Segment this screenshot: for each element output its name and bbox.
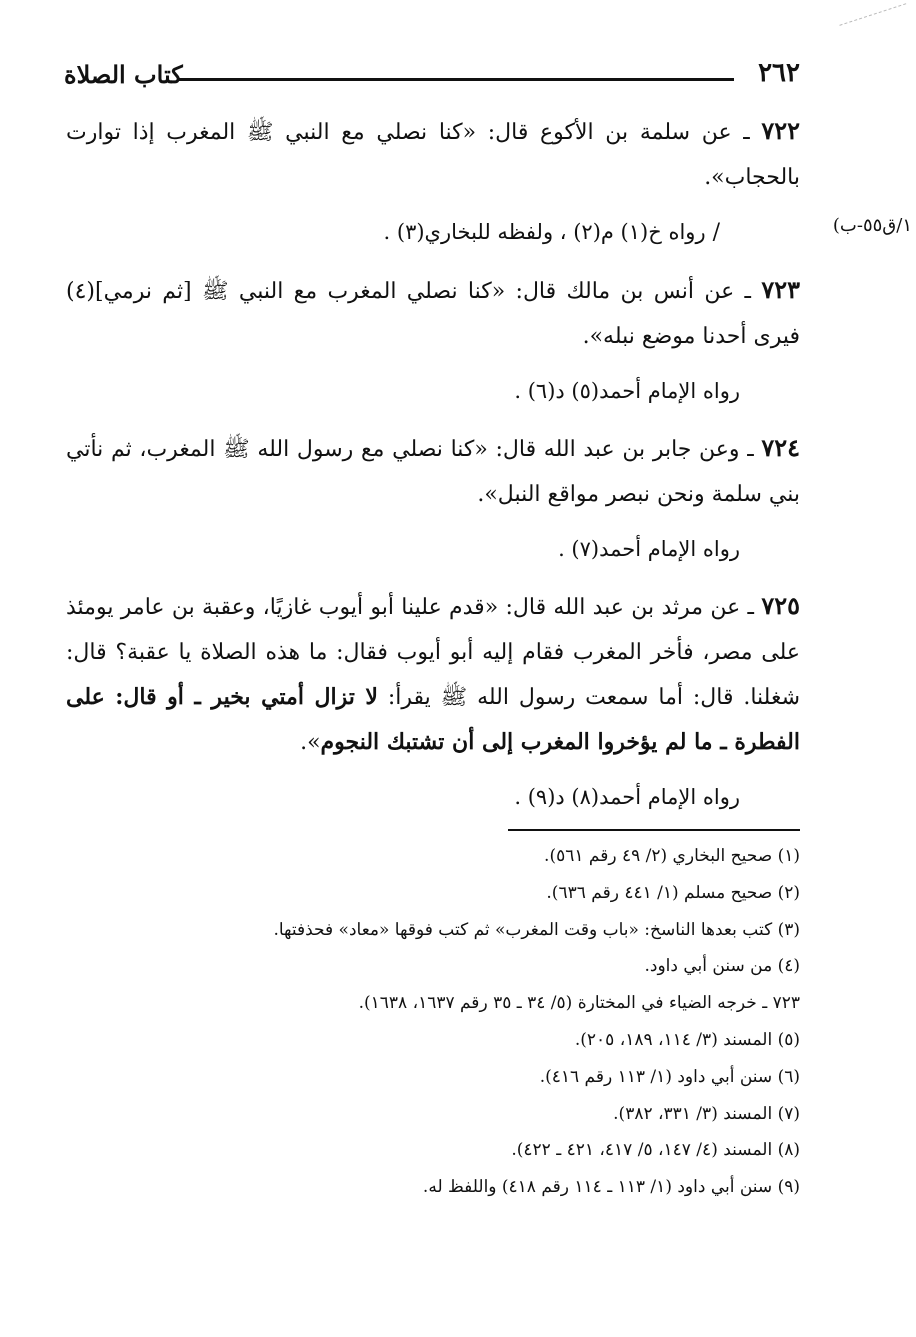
narration-text: رواه خ(١) م(٢) ، ولفظه للبخاري(٣) .	[383, 220, 706, 244]
footnote-divider	[508, 829, 800, 831]
narration-723	[66, 369, 740, 413]
footnote-4: (٤) من سنن أبي داود.	[644, 956, 800, 977]
footnote-8: (٨) المسند (٤/ ١٤٧، ٥/ ٤١٧، ٤٢١ ـ ٤٢٢).	[511, 1140, 800, 1161]
hadith-number: ٧٢٥	[761, 591, 800, 620]
footnote-9: (٩) سنن أبي داود (١/ ١١٣ ـ ١١٤ رقم ٤١٨) واللفظ له.	[422, 1177, 800, 1198]
hadith-quote-bold: لا تزال أمتي بخير ـ أو قال: على الفطرة ـ ما لم يؤخروا المغرب إلى أن تشتبك النجوم	[66, 684, 800, 755]
hadith-number: ٧٢٤	[761, 433, 800, 462]
footnote-3: (٣) كتب بعدها الناسخ: «باب وقت المغرب» ثم كتب فوقها «معاد» فحذفتها.	[273, 919, 800, 940]
footnote-5: (٥) المسند (٣/ ١١٤، ١٨٩، ٢٠٥).	[574, 1029, 800, 1050]
hadith-text: ـ عن مرثد بن عبد الله قال: «قدم علينا أبو أيوب غازيًا، وعقبة بن عامر يومئذ على مصر، فأخر المغرب فقام إليه أبو أيوب فقال: ما هذه الصلاة يا عقبة؟ قال: شغلنا. قال: أما سمعت رسول الله ﷺ يقرأ:	[66, 595, 801, 710]
slash-mark: /	[705, 220, 720, 245]
hadith-723	[66, 267, 800, 359]
narration-722	[66, 210, 720, 255]
footnote-1: (١) صحيح البخاري (٢/ ٤٩ رقم ٥٦١).	[544, 846, 800, 866]
hadith-722	[66, 108, 800, 200]
hadith-number: ٧٢٢	[761, 116, 800, 145]
narration-text: رواه الإمام أحمد(٧) .	[558, 537, 740, 561]
footnotes	[180, 838, 800, 1206]
footnote-6: (٦) سنن أبي داود (١/ ١١٣ رقم ٤١٦).	[539, 1066, 800, 1087]
hadith-text: ـ وعن جابر بن عبد الله قال: «كنا نصلي مع رسول الله ﷺ المغرب، ثم نأتي بني سلمة ونحن نبصر مواقع النبل».	[66, 437, 800, 507]
main-text	[66, 108, 800, 831]
narration-724	[66, 527, 740, 571]
narration-725	[66, 775, 740, 819]
hadith-text: ـ عن سلمة بن الأكوع قال: «كنا نصلي مع النبي ﷺ المغرب إذا توارت بالحجاب».	[66, 120, 800, 190]
footnote-7: (٧) المسند (٣/ ٣٣١، ٣٨٢).	[613, 1103, 800, 1124]
header-rule	[178, 78, 734, 81]
hadith-closing: ».	[300, 730, 321, 755]
hadith-725	[66, 583, 800, 765]
footnote-723: ٧٢٣ ـ خرجه الضياء في المختارة (٥/ ٣٤ ـ ٣٥ رقم ١٦٣٧، ١٦٣٨).	[358, 993, 800, 1014]
hadith-724	[66, 425, 800, 517]
hadith-number: ٧٢٣	[761, 275, 800, 304]
hadith-text: ـ عن أنس بن مالك قال: «كنا نصلي المغرب مع النبي ﷺ [ثم نرمي](٤) فيرى أحدنا موضع نبله».	[66, 279, 800, 349]
footnote-2: (٢) صحيح مسلم (١/ ٤٤١ رقم ٦٣٦).	[546, 882, 800, 903]
page-header	[60, 58, 800, 98]
narration-text: رواه الإمام أحمد(٨) د(٩) .	[514, 785, 740, 809]
narration-text: رواه الإمام أحمد(٥) د(٦) .	[514, 379, 740, 403]
margin-note-text: ١/ق٥٥-ب)	[832, 215, 912, 236]
book-title: كتاب الصلاة	[64, 60, 183, 89]
margin-note	[833, 215, 912, 236]
page-number: ٢٦٢	[758, 58, 800, 88]
scan-artifact	[839, 3, 906, 27]
